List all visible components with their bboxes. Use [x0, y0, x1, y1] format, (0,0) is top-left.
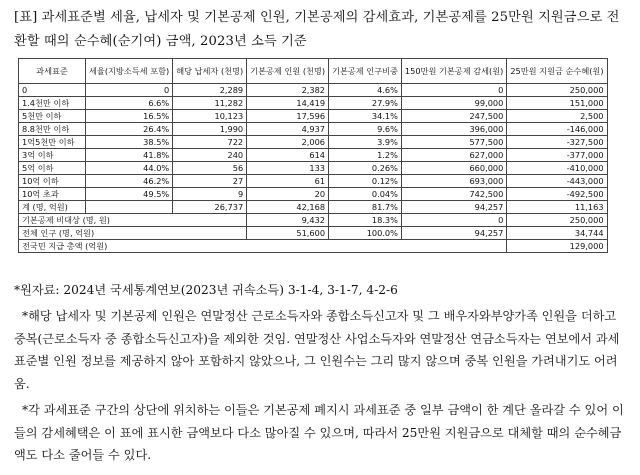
table-cell: 4,937: [247, 123, 329, 136]
table-cell: 2,006: [247, 136, 329, 149]
tax-table-container: [18, 58, 608, 253]
footnote-persons: *해당 납세자 및 기본공제 인원은 연말정산 근로소득자와 종합소득신고자 및 그 배우자와부양가족 인원을 더하고 중복(근로소득자 중 종합소득신고자)을 제외한 것임. 연말정산 사업소득자와 연말정산 연금소득자는 연보에서 과세표준별 인원 정보를 제공하지 않아 포함하지 않았으나, 그 인원수는 그리 많지 않으며 중복 인원을 가려내기도 어려움.: [14, 309, 620, 391]
table-cell: 133: [247, 162, 329, 175]
source-note: *원자료: 2024년 국세통계연보(2023년 귀속소득) 3-1-4, 3-1-7, 4-2-6: [14, 283, 398, 297]
table-cell: 9,432: [247, 214, 329, 227]
summary-label-cell: 기본공제 비대상 (명, 원): [19, 214, 247, 227]
table-cell: -492,500: [507, 188, 607, 201]
table-header-row: [19, 59, 608, 84]
table-cell: 100.0%: [329, 227, 402, 240]
table-cell: 0: [86, 84, 173, 97]
table-cell: 0.04%: [329, 188, 402, 201]
row-label-cell: 0: [19, 84, 86, 97]
table-cell: 0.12%: [329, 175, 402, 188]
table-cell: 742,500: [401, 188, 506, 201]
table-cell: 61: [247, 175, 329, 188]
row-label-cell: 1억5천만 이하: [19, 136, 86, 149]
table-cell: 9.6%: [329, 123, 402, 136]
table-cell: 0: [401, 214, 506, 227]
table-cell: 49.5%: [86, 188, 173, 201]
header-deduction-tax-cut: 150만원 기본공제 감세(원): [401, 59, 506, 84]
header-deduction-persons: 기본공제 인원 (천명): [247, 59, 329, 84]
summary-row: [19, 227, 608, 240]
table-cell: 2,289: [173, 84, 247, 97]
row-label-cell: 1.4천만 이하: [19, 97, 86, 110]
table-cell: 250,000: [507, 214, 607, 227]
header-tax-base: 과세표준: [19, 59, 86, 84]
table-cell: 81.7%: [329, 201, 402, 214]
table-row: [19, 149, 608, 162]
table-row: [19, 97, 608, 110]
table-row: [19, 110, 608, 123]
table-row: [19, 136, 608, 149]
table-cell: 41.8%: [86, 149, 173, 162]
table-cell: 4.6%: [329, 84, 402, 97]
table-cell: 660,000: [401, 162, 506, 175]
notes-section: [14, 280, 630, 467]
table-cell: -377,000: [507, 149, 607, 162]
table-cell: 722: [173, 136, 247, 149]
table-cell: 577,500: [401, 136, 506, 149]
table-cell: 14,419: [247, 97, 329, 110]
table-cell: 0.26%: [329, 162, 402, 175]
table-cell: 38.5%: [86, 136, 173, 149]
table-cell: 9: [173, 188, 247, 201]
table-cell: 6.6%: [86, 97, 173, 110]
row-label-cell: 8.8천만 이하: [19, 123, 86, 136]
table-cell: 94,257: [401, 227, 506, 240]
header-population-share: 기본공제 인구비중: [329, 59, 402, 84]
table-cell: 34.1%: [329, 110, 402, 123]
summary-row: [19, 214, 608, 227]
row-label-cell: 10억 이하: [19, 175, 86, 188]
table-cell: 151,000: [507, 97, 607, 110]
table-cell: 56: [173, 162, 247, 175]
table-cell: 10,123: [173, 110, 247, 123]
table-cell: -146,000: [507, 123, 607, 136]
table-cell: 396,000: [401, 123, 506, 136]
table-body: [19, 84, 608, 253]
document-title: [표] 과세표준별 세율, 납세자 및 기본공제 인원, 기본공제의 감세효과, 기본공제를 25만원 지원금으로 전환할 때의 순수혜(순기여) 금액, 2023년 소득 기준: [14, 10, 620, 49]
table-cell: 2,382: [247, 84, 329, 97]
table-row: [19, 201, 608, 214]
footnote-upper-bracket: *각 과세표준 구간의 상단에 위치하는 이들은 기본공제 폐지시 과세표준 중 일부 금액이 한 계단 올라갈 수 있어 이들의 감세혜택은 이 표에 표시한 금액보다 다소 많아질 수 있으며, 따라서 25만원 지원금으로 대체할 때의 순수혜금액도 다소 줄어들 수 있다.: [14, 403, 624, 462]
tax-table: [18, 58, 608, 253]
summary-row: [19, 240, 608, 253]
table-cell: 1.2%: [329, 149, 402, 162]
table-cell: 240: [173, 149, 247, 162]
header-tax-rate: 세율(지방소득세 포함): [86, 59, 173, 84]
table-cell: 27: [173, 175, 247, 188]
summary-label-cell: 전체 인구 (명, 억원): [19, 227, 247, 240]
table-cell: 16.5%: [86, 110, 173, 123]
row-label-cell: 5천만 이하: [19, 110, 86, 123]
table-cell: 34,744: [507, 227, 607, 240]
header-taxpayers: 해당 납세자 (천명): [173, 59, 247, 84]
table-cell: 2,500: [507, 110, 607, 123]
table-row: [19, 188, 608, 201]
table-cell: 26,737: [173, 201, 247, 214]
table-cell: [86, 201, 173, 214]
header-net-benefit: 25만원 지원금 순수혜(원): [507, 59, 607, 84]
row-label-cell: 3억 이하: [19, 149, 86, 162]
row-label-cell: 10억 초과: [19, 188, 86, 201]
table-cell: -327,500: [507, 136, 607, 149]
table-cell: 1,990: [173, 123, 247, 136]
table-cell: 17,596: [247, 110, 329, 123]
table-cell: 627,000: [401, 149, 506, 162]
table-cell: -410,000: [507, 162, 607, 175]
table-row: [19, 84, 608, 97]
table-cell: 3.9%: [329, 136, 402, 149]
table-cell: 11,282: [173, 97, 247, 110]
table-cell: 20: [247, 188, 329, 201]
summary-label-cell: 전국민 지급 총액 (억원): [19, 240, 507, 253]
row-label-cell: 계 (명, 억원): [19, 201, 86, 214]
table-cell: 46.2%: [86, 175, 173, 188]
table-cell: -443,000: [507, 175, 607, 188]
table-cell: 99,000: [401, 97, 506, 110]
table-cell: 0: [401, 84, 506, 97]
table-cell: 94,257: [401, 201, 506, 214]
table-cell: 18.3%: [329, 214, 402, 227]
row-label-cell: 5억 이하: [19, 162, 86, 175]
table-cell: 27.9%: [329, 97, 402, 110]
table-cell: 247,500: [401, 110, 506, 123]
table-cell: 11,163: [507, 201, 607, 214]
table-row: [19, 123, 608, 136]
table-row: [19, 175, 608, 188]
table-cell: 44.0%: [86, 162, 173, 175]
table-cell: 693,000: [401, 175, 506, 188]
table-cell: 26.4%: [86, 123, 173, 136]
table-cell: 129,000: [507, 240, 607, 253]
table-row: [19, 162, 608, 175]
table-cell: 250,000: [507, 84, 607, 97]
table-cell: 42,168: [247, 201, 329, 214]
table-cell: 51,600: [247, 227, 329, 240]
table-cell: 614: [247, 149, 329, 162]
